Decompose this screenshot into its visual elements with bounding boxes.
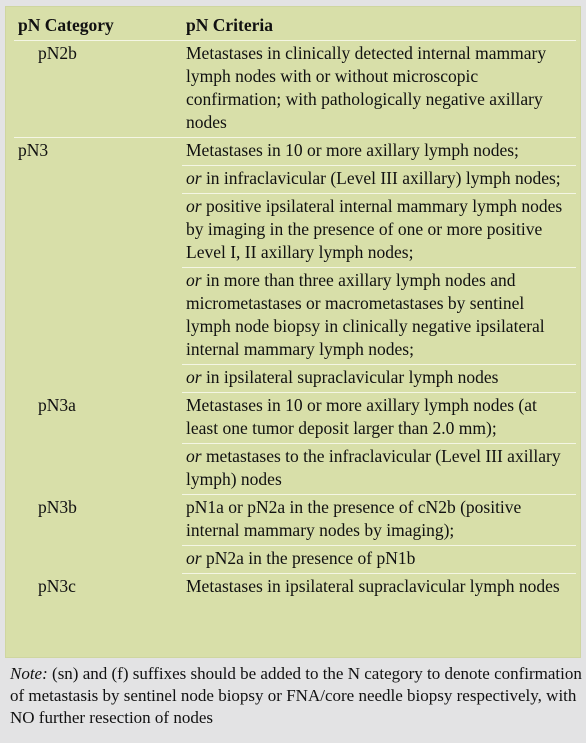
category-cell: pN3c xyxy=(38,575,76,596)
table-row xyxy=(14,393,576,444)
criteria-cell: or in more than three axillary lymph nodes and micrometastases or macrometastases by sentinel lymph node biopsy in clinically negative ipsilateral internal mammary lymph nodes; xyxy=(182,268,576,365)
criteria-cell: pN1a or pN2a in the presence of cN2b (positive internal mammary nodes by imaging); xyxy=(182,495,576,546)
note-text: (sn) and (f) suffixes should be added to the N category to denote confirmation of metastasis by sentinel node biopsy or FNA/core needle biopsy respectively, with NO further resection of nodes xyxy=(10,664,582,727)
criteria-cell: Metastases in clinically detected internal mammary lymph nodes with or without microscopic confirmation; with pathologically negative axillary nodes xyxy=(182,41,576,138)
table-row xyxy=(14,41,576,138)
criteria-cell: or metastases to the infraclavicular (Level III axillary lymph) nodes xyxy=(182,444,576,495)
category-cell: pN3b xyxy=(38,496,77,517)
table-header-row xyxy=(14,9,576,41)
pn-staging-table xyxy=(14,9,576,601)
header-category: pN Category xyxy=(14,9,182,41)
table-row xyxy=(14,574,576,602)
criteria-cell: or in ipsilateral supraclavicular lymph nodes xyxy=(182,365,576,393)
header-criteria: pN Criteria xyxy=(182,9,576,41)
table-row xyxy=(14,495,576,546)
footnote xyxy=(10,663,582,729)
staging-table-panel xyxy=(5,6,581,658)
note-label: Note: xyxy=(10,664,48,683)
category-cell: pN2b xyxy=(14,41,182,138)
criteria-cell: Metastases in 10 or more axillary lymph nodes; xyxy=(182,138,576,166)
criteria-cell: Metastases in 10 or more axillary lymph nodes (at least one tumor deposit larger than 2.0 mm); xyxy=(182,393,576,444)
criteria-cell: or pN2a in the presence of pN1b xyxy=(182,546,576,574)
category-cell: pN3 xyxy=(18,140,49,160)
criteria-cell: or in infraclavicular (Level III axillary) lymph nodes; xyxy=(182,166,576,194)
criteria-cell: or positive ipsilateral internal mammary lymph nodes by imaging in the presence of one or more positive Level I, II axillary lymph nodes; xyxy=(182,194,576,268)
criteria-cell: Metastases in ipsilateral supraclavicular lymph nodes xyxy=(186,576,560,596)
category-cell: pN3a xyxy=(38,394,76,415)
table-row xyxy=(14,138,576,166)
